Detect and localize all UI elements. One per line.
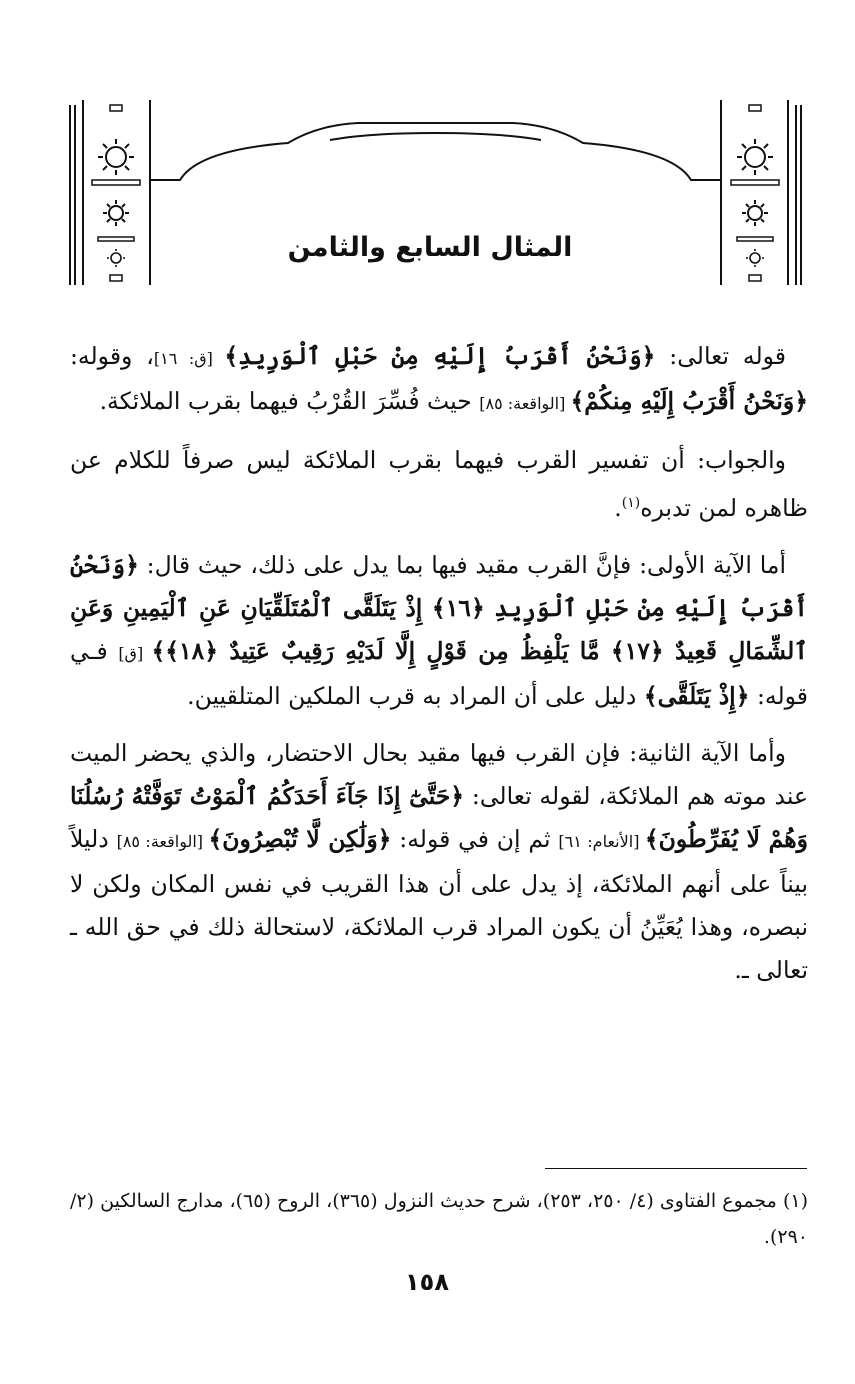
- paragraph-first-verse: [70, 544, 808, 718]
- page-number: ١٥٨: [405, 1268, 449, 1296]
- text-run: أما الآية الأولى: فإنَّ القرب مقيد فيها بما يدل على ذلك، حيث قال:: [138, 550, 786, 579]
- footnote-text: (١) مجموع الفتاوى (٤/ ٢٥٠، ٢٥٣)، شرح حديث النزول (٣٦٥)، الروح (٦٥)، مدارج السالكين (٢/ ٢٩٠).: [70, 1190, 809, 1248]
- quran-verse: ﴿وَنَحْنُ أَقْرَبُ إِلَيْهِ مِنكُمْ﴾: [570, 387, 808, 415]
- section-heading: المثال السابع والثامن: [287, 232, 573, 263]
- text-run: وأما الآية الثانية: فإن القرب فيها مقيد بحال الاحتضار، والذي يحضر الميت عند موته هم الملائكة، لقوله تعالى:: [70, 738, 808, 810]
- quran-verse: ﴿إِذْ يَتَلَقَّى﴾: [643, 681, 750, 710]
- quran-verse: ﴿حَتَّىٰٓ إِذَا جَآءَ أَحَدَكُمُ ٱلْمَوْتُ تَوَفَّتْهُ رُسُلُنَا وَهُمْ لَا يُفَرِّطُونَ﴾: [70, 781, 808, 853]
- text-run: دليل على أن المراد به قرب الملكين المتلقيين.: [187, 681, 644, 710]
- text-run: ، وقوله:: [70, 342, 154, 370]
- quran-verse: ﴿وَلَٰكِن لَّا تُبْصِرُونَ﴾: [208, 824, 392, 853]
- verse-reference: [ق]: [118, 643, 152, 663]
- paragraph-second-verse: [70, 732, 808, 992]
- quran-verse: ﴿وَنَحْنُ أَقْرَبُ إِلَيْهِ مِنْ حَبْلِ ٱلْوَرِيدِ ﴿١٦﴾ إِذْ يَتَلَقَّى ٱلْمُتَلَقِّيَانِ عَنِ ٱلْيَمِينِ وَعَنِ ٱلشِّمَالِ قَعِيدٌ ﴿١٧﴾ مَّا يَلْفِظُ مِن قَوْلٍ إِلَّا لَدَيْهِ رَقِيبٌ عَتِيدٌ ﴿١٨﴾﴾: [70, 550, 809, 665]
- footnote-divider: [545, 1168, 807, 1169]
- text-run: .: [614, 493, 622, 522]
- quran-verse: ﴿وَنَحْنُ أَقْرَبُ إِلَيْهِ مِنْ حَبْلِ ٱلْوَرِيدِ﴾: [224, 342, 656, 370]
- text-run: دليلاً بيناً على أنهم الملائكة، إذ يدل على أن هذا القريب في نفس المكان ولكن لا نبصره، وهذا يُعَيِّنُ أن يكون المراد قرب الملائكة، لاستحالة ذلك في حق الله ـ تعالى ـ.: [70, 824, 808, 984]
- text-run: ثم إن في قوله:: [391, 824, 559, 853]
- verse-reference: [ق: ١٦]: [153, 349, 225, 368]
- text-run: والجواب: أن تفسير القرب فيهما بقرب الملائكة ليس صرفاً للكلام عن ظاهره لمن تدبره: [70, 446, 808, 522]
- text-run: حيث فُسِّرَ القُرْبُ فيهما بقرب الملائكة.: [99, 387, 480, 415]
- left-sun-ornaments: [92, 105, 140, 281]
- paragraph-answer: [70, 439, 808, 530]
- footnote-marker[interactable]: (١): [621, 495, 641, 511]
- verse-reference: [الواقعة: ٨٥]: [479, 394, 571, 413]
- body-text: [70, 335, 808, 1006]
- verse-reference: [الواقعة: ٨٥]: [116, 831, 209, 851]
- paragraph-question: [70, 335, 808, 425]
- right-sun-ornaments: [731, 105, 779, 281]
- footnote: [70, 1183, 808, 1255]
- text-run: قوله تعالى:: [655, 342, 787, 370]
- verse-reference: [الأنعام: ٦١]: [558, 831, 645, 851]
- text-run: فـي قوله:: [70, 636, 808, 710]
